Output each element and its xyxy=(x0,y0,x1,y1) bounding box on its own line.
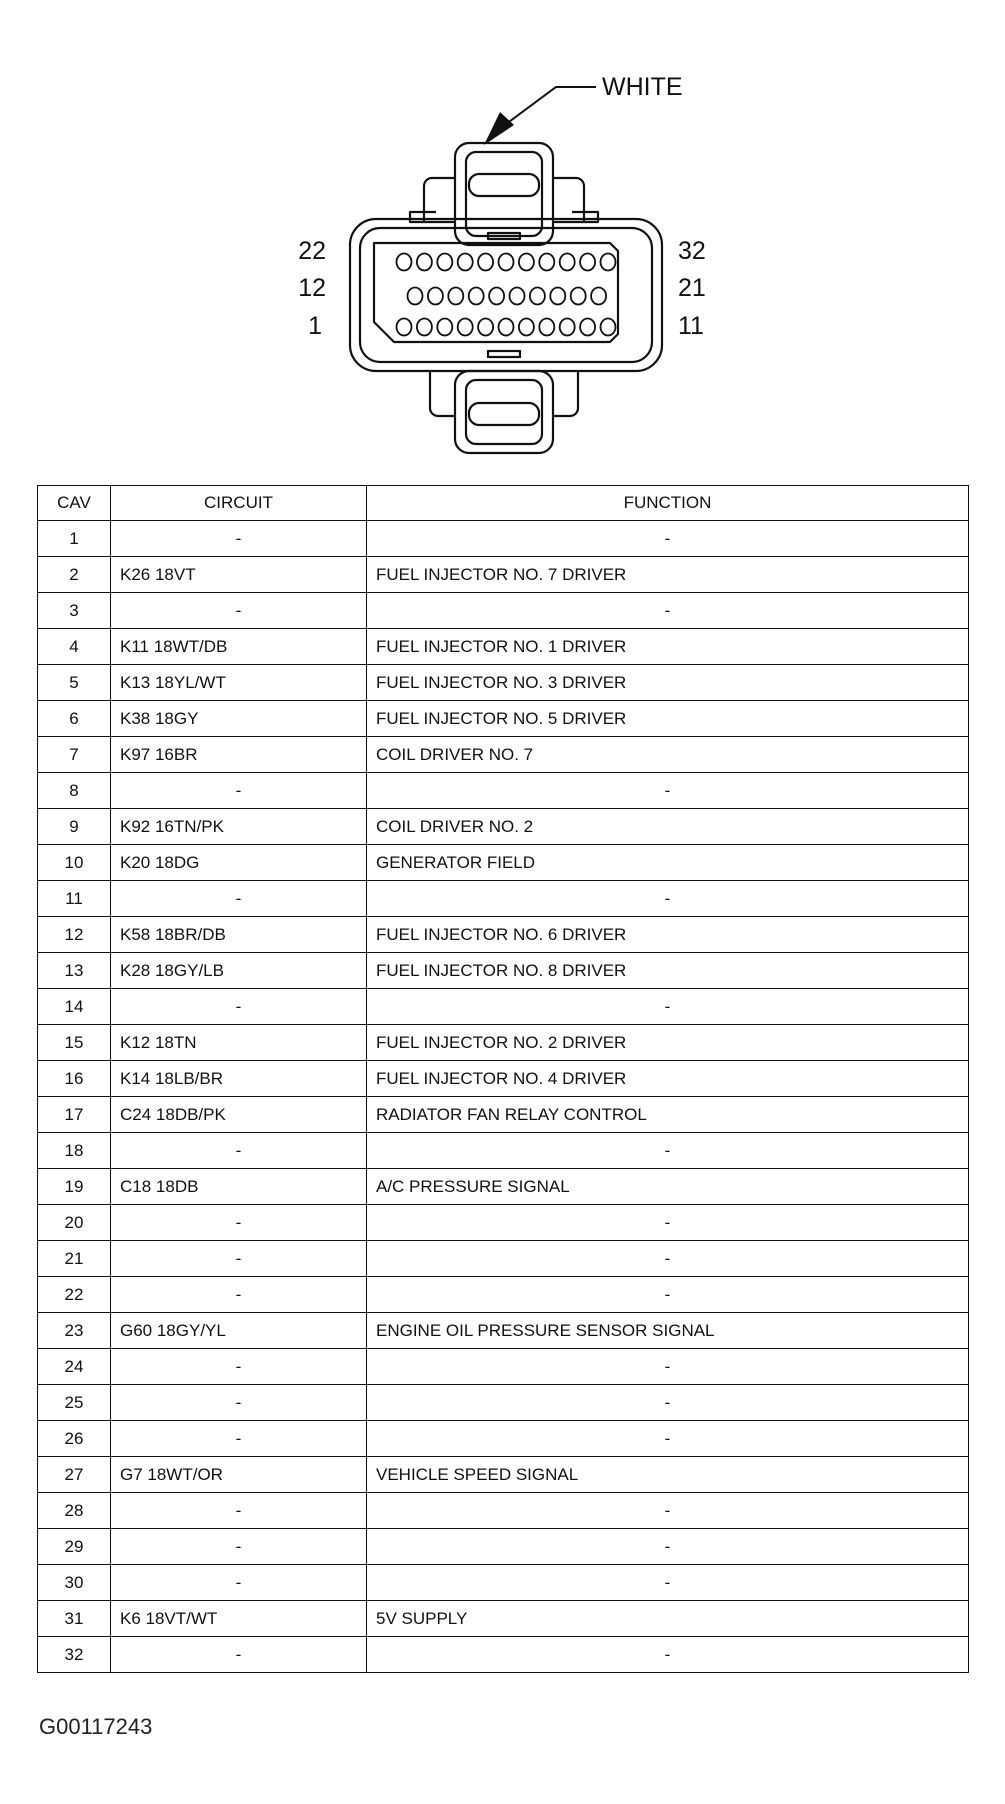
cavity-label-12: 12 xyxy=(298,274,326,302)
table-row xyxy=(38,1385,969,1421)
cavity-hole xyxy=(499,319,514,336)
connector-diagram xyxy=(0,0,1005,470)
circuit-cell: K97 16BR xyxy=(111,737,367,773)
function-cell: - xyxy=(367,521,969,557)
table-row xyxy=(38,1493,969,1529)
cavity-holes xyxy=(397,254,616,336)
cav-cell: 19 xyxy=(38,1169,111,1205)
cavity-hole xyxy=(469,288,484,305)
table-row xyxy=(38,809,969,845)
cavity-label-11: 11 xyxy=(678,312,704,340)
cavity-hole xyxy=(489,288,504,305)
cavity-hole xyxy=(519,254,534,271)
circuit-cell: - xyxy=(111,773,367,809)
cavity-hole xyxy=(580,254,595,271)
table-row xyxy=(38,917,969,953)
cavity-hole xyxy=(519,319,534,336)
function-cell: FUEL INJECTOR NO. 2 DRIVER xyxy=(367,1025,969,1061)
circuit-cell: - xyxy=(111,1637,367,1673)
table-row xyxy=(38,1457,969,1493)
table-row xyxy=(38,1349,969,1385)
circuit-cell: K58 18BR/DB xyxy=(111,917,367,953)
function-cell: FUEL INJECTOR NO. 7 DRIVER xyxy=(367,557,969,593)
function-cell: FUEL INJECTOR NO. 1 DRIVER xyxy=(367,629,969,665)
header-cav: CAV xyxy=(38,486,111,521)
cavity-label-32: 32 xyxy=(678,237,706,265)
cavity-hole xyxy=(560,254,575,271)
table-row xyxy=(38,989,969,1025)
cav-cell: 32 xyxy=(38,1637,111,1673)
cavity-label-21: 21 xyxy=(678,274,706,302)
cavity-hole xyxy=(580,319,595,336)
cav-cell: 5 xyxy=(38,665,111,701)
cavity-labels-left xyxy=(298,237,326,340)
table-row xyxy=(38,1133,969,1169)
cav-cell: 10 xyxy=(38,845,111,881)
table-row xyxy=(38,1169,969,1205)
table-row xyxy=(38,845,969,881)
function-cell: FUEL INJECTOR NO. 6 DRIVER xyxy=(367,917,969,953)
function-cell: COIL DRIVER NO. 2 xyxy=(367,809,969,845)
cav-cell: 12 xyxy=(38,917,111,953)
cav-cell: 1 xyxy=(38,521,111,557)
cavity-hole xyxy=(530,288,545,305)
cavity-hole xyxy=(499,254,514,271)
table-row xyxy=(38,773,969,809)
cav-cell: 3 xyxy=(38,593,111,629)
cavity-hole xyxy=(428,288,443,305)
function-cell: - xyxy=(367,1277,969,1313)
callout-label: WHITE xyxy=(602,73,683,101)
cavity-hole xyxy=(448,288,463,305)
cavity-hole xyxy=(601,254,616,271)
function-cell: 5V SUPPLY xyxy=(367,1601,969,1637)
cav-cell: 9 xyxy=(38,809,111,845)
table-header-row xyxy=(38,486,969,521)
function-cell: ENGINE OIL PRESSURE SENSOR SIGNAL xyxy=(367,1313,969,1349)
cav-cell: 16 xyxy=(38,1061,111,1097)
table-row xyxy=(38,1601,969,1637)
circuit-cell: G7 18WT/OR xyxy=(111,1457,367,1493)
table-row xyxy=(38,1205,969,1241)
function-cell: - xyxy=(367,1529,969,1565)
cavity-hole xyxy=(478,254,493,271)
cavity-hole xyxy=(397,254,412,271)
cav-cell: 11 xyxy=(38,881,111,917)
cavity-labels-right xyxy=(678,237,706,340)
cavity-hole xyxy=(550,288,565,305)
cavity-hole xyxy=(437,254,452,271)
circuit-cell: K13 18YL/WT xyxy=(111,665,367,701)
table-row xyxy=(38,593,969,629)
table-row xyxy=(38,1529,969,1565)
function-cell: A/C PRESSURE SIGNAL xyxy=(367,1169,969,1205)
cav-cell: 7 xyxy=(38,737,111,773)
table-row xyxy=(38,1421,969,1457)
circuit-cell: K12 18TN xyxy=(111,1025,367,1061)
cav-cell: 31 xyxy=(38,1601,111,1637)
table-row xyxy=(38,1637,969,1673)
circuit-cell: C24 18DB/PK xyxy=(111,1097,367,1133)
table-row xyxy=(38,881,969,917)
cav-cell: 13 xyxy=(38,953,111,989)
circuit-cell: - xyxy=(111,1241,367,1277)
function-cell: - xyxy=(367,1385,969,1421)
function-cell: - xyxy=(367,1421,969,1457)
function-cell: - xyxy=(367,1349,969,1385)
cav-cell: 18 xyxy=(38,1133,111,1169)
table-row xyxy=(38,1241,969,1277)
cav-cell: 25 xyxy=(38,1385,111,1421)
function-cell: - xyxy=(367,1565,969,1601)
circuit-cell: K28 18GY/LB xyxy=(111,953,367,989)
circuit-cell: - xyxy=(111,593,367,629)
circuit-cell: - xyxy=(111,1421,367,1457)
cavity-hole xyxy=(478,319,493,336)
cavity-hole xyxy=(560,319,575,336)
circuit-cell: - xyxy=(111,989,367,1025)
cavity-hole xyxy=(510,288,525,305)
table-row xyxy=(38,953,969,989)
cav-cell: 28 xyxy=(38,1493,111,1529)
function-cell: RADIATOR FAN RELAY CONTROL xyxy=(367,1097,969,1133)
circuit-cell: G60 18GY/YL xyxy=(111,1313,367,1349)
cavity-hole xyxy=(397,319,412,336)
circuit-cell: K26 18VT xyxy=(111,557,367,593)
function-cell: VEHICLE SPEED SIGNAL xyxy=(367,1457,969,1493)
function-cell: - xyxy=(367,1493,969,1529)
cavity-hole xyxy=(417,254,432,271)
cavity-label-22: 22 xyxy=(298,237,326,265)
circuit-cell: K11 18WT/DB xyxy=(111,629,367,665)
white-callout xyxy=(484,73,683,145)
cav-cell: 30 xyxy=(38,1565,111,1601)
table-row xyxy=(38,701,969,737)
function-cell: - xyxy=(367,989,969,1025)
table-row xyxy=(38,1313,969,1349)
cavity-hole xyxy=(458,254,473,271)
table-row xyxy=(38,1277,969,1313)
cavity-hole xyxy=(417,319,432,336)
function-cell: - xyxy=(367,773,969,809)
circuit-cell: - xyxy=(111,1385,367,1421)
circuit-cell: - xyxy=(111,521,367,557)
callout-arrowhead xyxy=(484,112,514,145)
cavity-hole xyxy=(539,254,554,271)
function-cell: FUEL INJECTOR NO. 4 DRIVER xyxy=(367,1061,969,1097)
table-row xyxy=(38,665,969,701)
cav-cell: 27 xyxy=(38,1457,111,1493)
table-row xyxy=(38,629,969,665)
header-function: FUNCTION xyxy=(367,486,969,521)
cavity-hole xyxy=(408,288,423,305)
table-row xyxy=(38,557,969,593)
function-cell: FUEL INJECTOR NO. 3 DRIVER xyxy=(367,665,969,701)
circuit-cell: - xyxy=(111,1205,367,1241)
circuit-cell: K14 18LB/BR xyxy=(111,1061,367,1097)
function-cell: COIL DRIVER NO. 7 xyxy=(367,737,969,773)
cav-cell: 2 xyxy=(38,557,111,593)
cav-cell: 6 xyxy=(38,701,111,737)
cavity-label-1: 1 xyxy=(308,312,322,340)
circuit-cell: - xyxy=(111,881,367,917)
cavity-hole xyxy=(571,288,586,305)
figure-id: G00117243 xyxy=(39,1714,153,1739)
cavity-hole xyxy=(601,319,616,336)
function-cell: - xyxy=(367,1241,969,1277)
bottom-latch xyxy=(430,371,578,453)
circuit-cell: - xyxy=(111,1493,367,1529)
cav-cell: 21 xyxy=(38,1241,111,1277)
cav-cell: 29 xyxy=(38,1529,111,1565)
function-cell: FUEL INJECTOR NO. 5 DRIVER xyxy=(367,701,969,737)
cavity-hole xyxy=(458,319,473,336)
connector-body xyxy=(350,219,662,371)
table-row xyxy=(38,1025,969,1061)
top-latch xyxy=(410,143,598,245)
header-circuit: CIRCUIT xyxy=(111,486,367,521)
circuit-cell: - xyxy=(111,1277,367,1313)
function-cell: - xyxy=(367,1133,969,1169)
circuit-cell: K20 18DG xyxy=(111,845,367,881)
circuit-cell: K38 18GY xyxy=(111,701,367,737)
table-row xyxy=(38,1061,969,1097)
cav-cell: 14 xyxy=(38,989,111,1025)
circuit-cell: - xyxy=(111,1349,367,1385)
cav-cell: 15 xyxy=(38,1025,111,1061)
circuit-cell: - xyxy=(111,1565,367,1601)
cav-cell: 4 xyxy=(38,629,111,665)
cavity-hole xyxy=(591,288,606,305)
cav-cell: 17 xyxy=(38,1097,111,1133)
pin-table xyxy=(37,485,969,1673)
function-cell: - xyxy=(367,881,969,917)
cav-cell: 8 xyxy=(38,773,111,809)
cav-cell: 20 xyxy=(38,1205,111,1241)
circuit-cell: - xyxy=(111,1133,367,1169)
cavity-hole xyxy=(539,319,554,336)
cavity-hole xyxy=(437,319,452,336)
circuit-cell: K92 16TN/PK xyxy=(111,809,367,845)
function-cell: - xyxy=(367,1205,969,1241)
circuit-cell: K6 18VT/WT xyxy=(111,1601,367,1637)
cav-cell: 22 xyxy=(38,1277,111,1313)
circuit-cell: C18 18DB xyxy=(111,1169,367,1205)
table-row xyxy=(38,521,969,557)
cav-cell: 26 xyxy=(38,1421,111,1457)
table-row xyxy=(38,1097,969,1133)
function-cell: - xyxy=(367,1637,969,1673)
cav-cell: 24 xyxy=(38,1349,111,1385)
function-cell: - xyxy=(367,593,969,629)
table-row xyxy=(38,737,969,773)
table-row xyxy=(38,1565,969,1601)
circuit-cell: - xyxy=(111,1529,367,1565)
function-cell: FUEL INJECTOR NO. 8 DRIVER xyxy=(367,953,969,989)
function-cell: GENERATOR FIELD xyxy=(367,845,969,881)
cav-cell: 23 xyxy=(38,1313,111,1349)
